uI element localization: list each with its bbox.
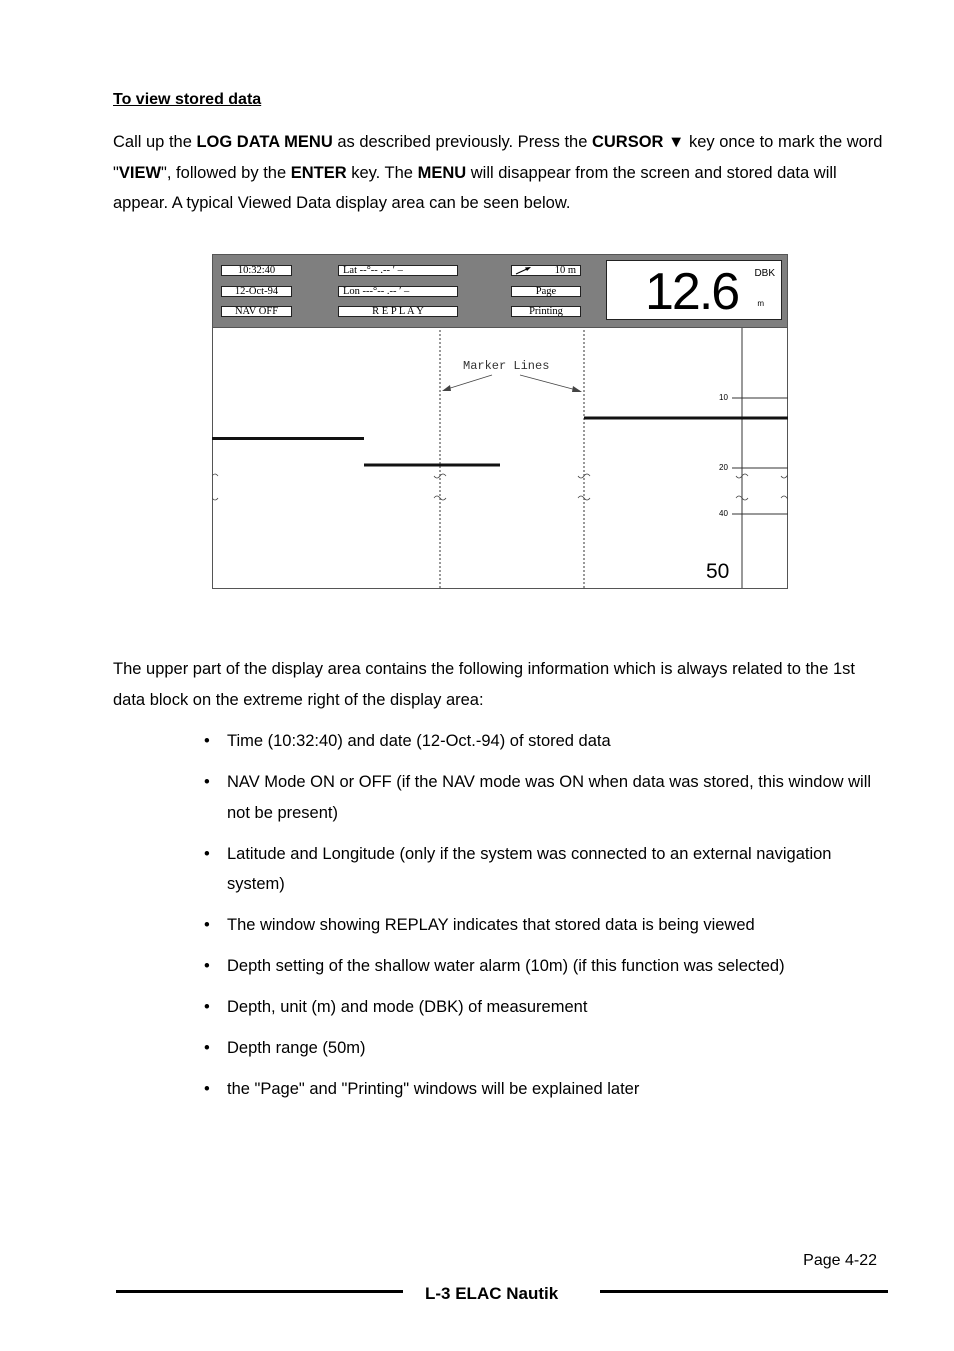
- scale-tick-label: 20: [719, 463, 728, 472]
- list-item: • Time (10:32:40) and date (12-Oct.-94) of stored data: [204, 726, 884, 757]
- list-item: • Depth setting of the shallow water alarm (10m) (if this function was selected): [204, 951, 884, 982]
- scale-tick-label: 10: [719, 393, 728, 402]
- section-heading: To view stored data: [113, 91, 262, 108]
- depth-unit: m: [757, 299, 764, 308]
- depth-value: 12.6: [645, 263, 739, 321]
- list-item: • Depth, unit (m) and mode (DBK) of measurement: [204, 992, 884, 1023]
- info-list: [204, 726, 884, 1115]
- replay-window: R E P L A Y: [338, 306, 458, 317]
- list-item: • Depth range (50m): [204, 1033, 884, 1064]
- footer-rule-left: [116, 1290, 403, 1293]
- scale-tick-label: 40: [719, 509, 728, 518]
- printing-window: Printing: [511, 306, 581, 317]
- depth-readout: [606, 260, 782, 320]
- list-item: • The window showing REPLAY indicates that stored data is being viewed: [204, 910, 884, 941]
- list-item: • the "Page" and "Printing" windows will be explained later: [204, 1074, 884, 1105]
- list-item: • NAV Mode ON or OFF (if the NAV mode was ON when data was stored, this window will not be present): [204, 767, 884, 828]
- footer-rule-right: [600, 1290, 888, 1293]
- viewed-data-figure: [212, 254, 788, 589]
- alarm-depth-window: [511, 265, 581, 276]
- depth-range-value: 50: [706, 560, 730, 583]
- page-number: Page 4-22: [803, 1252, 877, 1269]
- description-paragraph: The upper part of the display area contains the following information which is always related to the 1st data block on the extreme right of the display area:: [113, 660, 855, 709]
- date-window: 12-Oct-94: [221, 286, 292, 297]
- alarm-depth-value: 10 m: [554, 265, 576, 276]
- footer-company: L-3 ELAC Nautik: [425, 1284, 559, 1303]
- page-window: Page: [511, 286, 581, 297]
- marker-lines-label: Marker Lines: [463, 359, 550, 373]
- time-window: 10:32:40: [221, 265, 292, 276]
- depth-mode: DBK: [754, 268, 775, 279]
- intro-paragraph: Call up the LOG DATA MENU as described previously. Press the CURSOR ▼ key once to mark the word "VIEW", followed by the ENTER key. The MENU will disappear from the screen and stored data will appear. A typical Viewed Data display area can be seen below.: [113, 133, 883, 212]
- list-item: • Latitude and Longitude (only if the system was connected to an external navigation system): [204, 839, 884, 900]
- nav-mode-window: NAV OFF: [221, 306, 292, 317]
- longitude-window: Lon ---°-- .-- ′ –: [338, 286, 458, 297]
- alarm-arrow-icon: [515, 266, 533, 275]
- latitude-window: Lat --°-- .-- ′ –: [338, 265, 458, 276]
